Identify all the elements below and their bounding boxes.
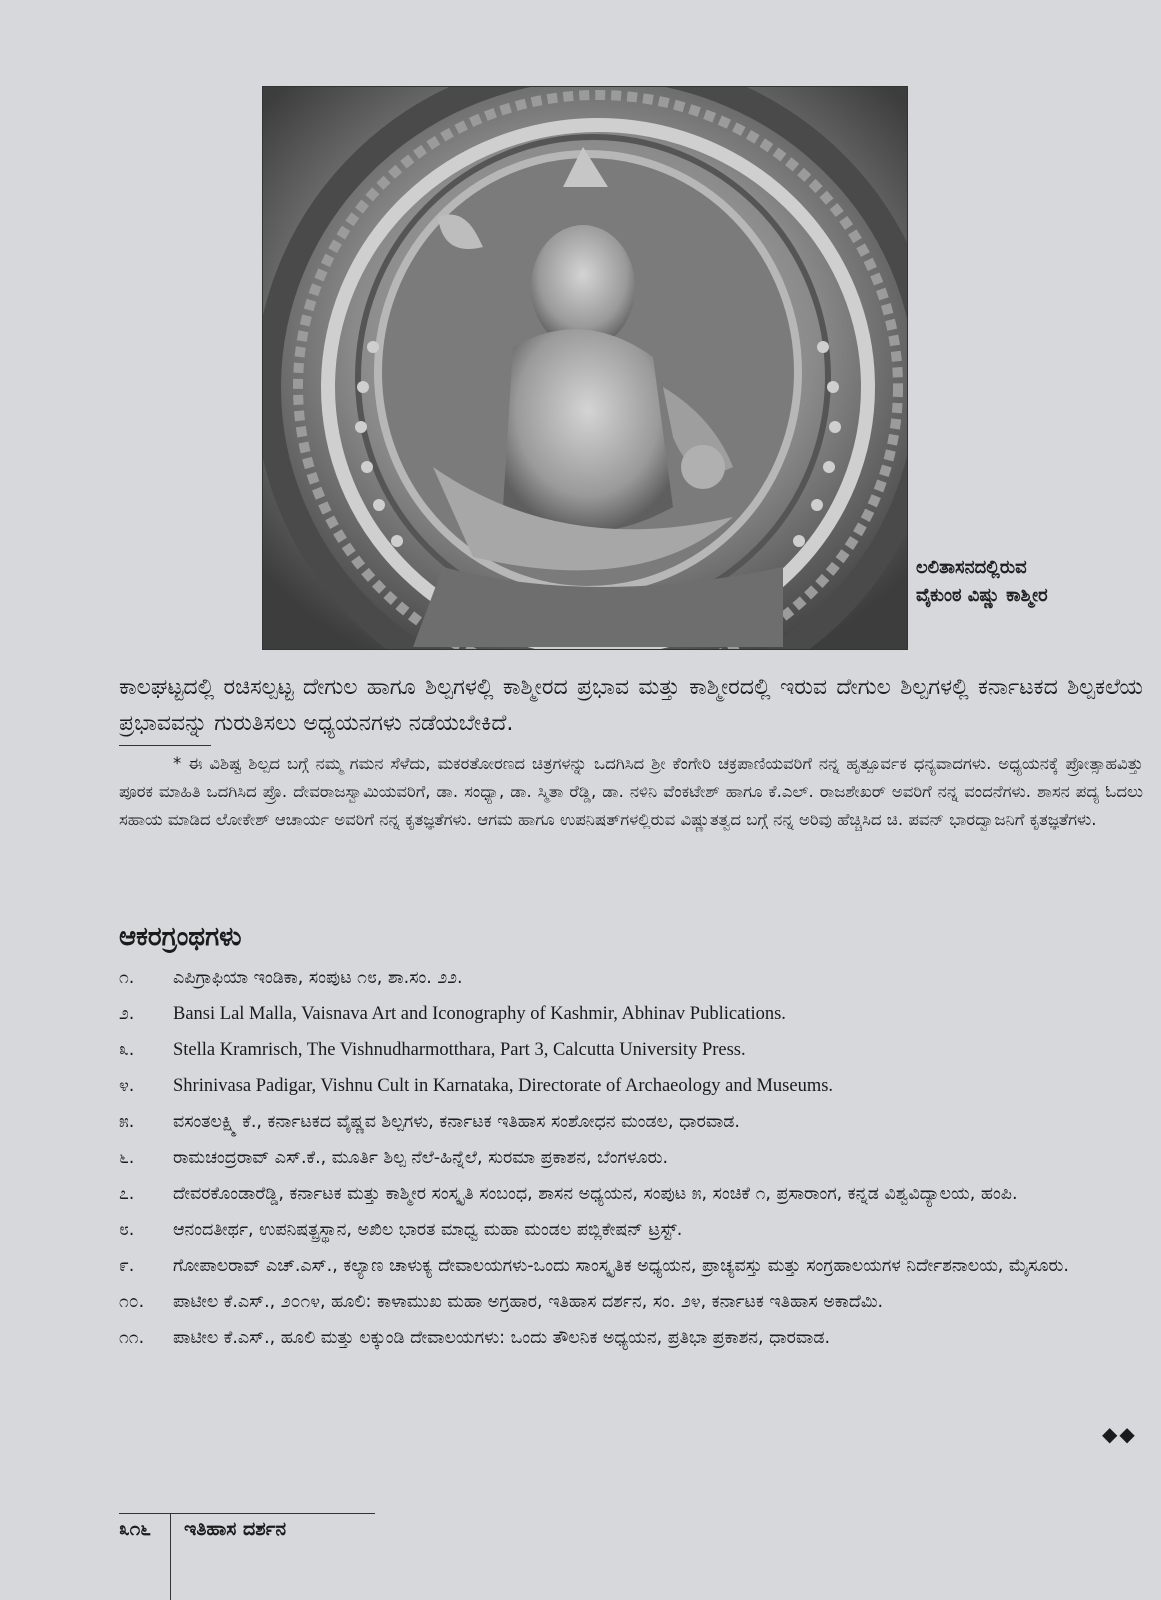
reference-number: ೧೦.	[119, 1292, 145, 1312]
body-paragraph: ಕಾಲಘಟ್ಟದಲ್ಲಿ ರಚಿಸಲ್ಪಟ್ಟ ದೇಗುಲ ಹಾಗೂ ಶಿಲ್ಪಗಳಲ್ಲಿ ಕಾಶ್ಮೀರದ ಪ್ರಭಾವ ಮತ್ತು ಕಾಶ್ಮೀರದಲ್ಲಿ ಇರುವ ದೇಗುಲ ಶಿಲ್ಪಗಳಲ್ಲಿ ಕರ್ನಾಟಕದ ಶಿಲ್ಪಕಲೆಯ ಪ್ರಭಾವವನ್ನು ಗುರುತಿಸಲು ಅಧ್ಯಯನಗಳು ನಡೆಯಬೇಕಿದೆ.	[119, 675, 1143, 736]
references-list	[119, 965, 1143, 1361]
reference-number: ೪.	[119, 1076, 135, 1096]
reference-item	[119, 1109, 1143, 1136]
caption-line-2: ವೈಕುಂಠ ವಿಷ್ಣು ಕಾಶ್ಮೀರ	[916, 585, 1048, 606]
reference-number: ೧೧.	[119, 1328, 145, 1348]
reference-number: ೨.	[119, 1004, 135, 1024]
reference-text: ಗೋಪಾಲರಾವ್ ಎಚ್.ಎಸ್., ಕಲ್ಯಾಣ ಚಾಳುಕ್ಯ ದೇವಾಲಯಗಳು-ಒಂದು ಸಾಂಸ್ಕೃತಿಕ ಅಧ್ಯಯನ, ಪ್ರಾಚ್ಯವಸ್ತು ಮತ್ತು ಸಂಗ್ರಹಾಲಯಗಳ ನಿರ್ದೇಶನಾಲಯ, ಮೈಸೂರು.	[173, 1256, 1069, 1276]
reference-number: ೫.	[119, 1112, 135, 1132]
footnote-rule	[119, 745, 211, 746]
reference-text: ಎಪಿಗ್ರಾಫಿಯಾ ಇಂಡಿಕಾ, ಸಂಪುಟ ೧೮, ಶಾ.ಸಂ. ೨೨.	[173, 968, 463, 988]
reference-number: ೩.	[119, 1040, 135, 1060]
footer-rule	[119, 1513, 375, 1514]
reference-text: Bansi Lal Malla, Vaisnava Art and Iconography of Kashmir, Abhinav Publications.	[173, 1004, 786, 1024]
end-mark: ◆◆	[1102, 1422, 1137, 1446]
reference-text: ವಸಂತಲಕ್ಷ್ಮಿ ಕೆ., ಕರ್ನಾಟಕದ ವೈಷ್ಣವ ಶಿಲ್ಪಗಳು, ಕರ್ನಾಟಕ ಇತಿಹಾಸ ಸಂಶೋಧನ ಮಂಡಲ, ಧಾರವಾಡ.	[173, 1112, 740, 1132]
journal-title: ಇತಿಹಾಸ ದರ್ಶನ	[184, 1518, 287, 1540]
reference-item	[119, 1325, 1143, 1352]
footer-divider	[170, 1513, 171, 1600]
reference-item	[119, 1073, 1143, 1100]
footnote: * ಈ ವಿಶಿಷ್ಟ ಶಿಲ್ಪದ ಬಗ್ಗೆ ನಮ್ಮ ಗಮನ ಸೆಳೆದು, ಮಕರತೋರಣದ ಚಿತ್ರಗಳನ್ನು ಒದಗಿಸಿದ ಶ್ರೀ ಕೆಂಗೇರಿ ಚಕ್ರಪಾಣಿಯವರಿಗೆ ನನ್ನ ಹೃತ್ಪೂರ್ವಕ ಧನ್ಯವಾದಗಳು. ಅಧ್ಯಯನಕ್ಕೆ ಪ್ರೋತ್ಸಾಹವಿತ್ತು ಪೂರಕ ಮಾಹಿತಿ ಒದಗಿಸಿದ ಪ್ರೊ. ದೇವರಾಜಸ್ವಾಮಿಯವರಿಗೆ, ಡಾ. ಸಂಧ್ಯಾ, ಡಾ. ಸ್ಮಿತಾ ರೆಡ್ಡಿ, ಡಾ. ನಳಿನಿ ವೆಂಕಟೇಶ್ ಹಾಗೂ ಕೆ.ಎಲ್. ರಾಜಶೇಖರ್ ಅವರಿಗೆ ನನ್ನ ವಂದನೆಗಳು. ಶಾಸನ ಪದ್ಯ ಓದಲು ಸಹಾಯ ಮಾಡಿದ ಲೋಕೇಶ್ ಆಚಾರ್ಯ ಅವರಿಗೆ ನನ್ನ ಕೃತಜ್ಞತೆಗಳು. ಆಗಮ ಹಾಗೂ ಉಪನಿಷತ್‌ಗಳಲ್ಲಿರುವ ವಿಷ್ಣುತತ್ವದ ಬಗ್ಗೆ ನನ್ನ ಅರಿವು ಹೆಚ್ಚಿಸಿದ ಚಿ. ಪವನ್ ಭಾರದ್ವಾಜನಿಗೆ ಕೃತಜ್ಞತೆಗಳು.	[119, 754, 1143, 829]
reference-number: ೧.	[119, 968, 135, 988]
reference-item	[119, 1253, 1143, 1280]
reference-number: ೯.	[119, 1256, 135, 1276]
reference-text: Stella Kramrisch, The Vishnudharmotthara, Part 3, Calcutta University Press.	[173, 1040, 746, 1060]
reference-item	[119, 1001, 1143, 1028]
reference-number: ೬.	[119, 1148, 135, 1168]
reference-number: ೭.	[119, 1184, 135, 1204]
reference-item	[119, 1289, 1143, 1316]
reference-text: ರಾಮಚಂದ್ರರಾವ್ ಎಸ್.ಕೆ., ಮೂರ್ತಿ ಶಿಲ್ಪ ನೆಲೆ-ಹಿನ್ನೆಲೆ, ಸುರಮಾ ಪ್ರಕಾಶನ, ಬೆಂಗಳೂರು.	[173, 1148, 669, 1168]
reference-text: ದೇವರಕೊಂಡಾರೆಡ್ಡಿ, ಕರ್ನಾಟಕ ಮತ್ತು ಕಾಶ್ಮೀರ ಸಂಸ್ಕೃತಿ ಸಂಬಂಧ, ಶಾಸನ ಅಧ್ಯಯನ, ಸಂಪುಟ ೫, ಸಂಚಿಕೆ ೧, ಪ್ರಸಾರಾಂಗ, ಕನ್ನಡ ವಿಶ್ವವಿದ್ಯಾಲಯ, ಹಂಪಿ.	[173, 1184, 1018, 1204]
caption-line-1: ಲಲಿತಾಸನದಲ್ಲಿರುವ	[916, 557, 1027, 578]
reference-item	[119, 1181, 1143, 1208]
reference-item	[119, 965, 1143, 992]
reference-number: ೮.	[119, 1220, 135, 1240]
reference-text: ಪಾಟೀಲ ಕೆ.ಎಸ್., ೨೦೧೪, ಹೂಲಿ: ಕಾಳಾಮುಖ ಮಹಾ ಅಗ್ರಹಾರ, ಇತಿಹಾಸ ದರ್ಶನ, ಸಂ. ೨೪, ಕರ್ನಾಟಕ ಇತಿಹಾಸ ಅಕಾದೆಮಿ.	[173, 1292, 884, 1312]
reference-text: ಆನಂದತೀರ್ಥ, ಉಪನಿಷತ್ಪ್ರಸ್ಥಾನ, ಅಖಿಲ ಭಾರತ ಮಾಧ್ವ ಮಹಾ ಮಂಡಲ ಪಬ್ಲಿಕೇಷನ್ ಟ್ರಸ್ಟ್.	[173, 1220, 683, 1240]
reference-item	[119, 1145, 1143, 1172]
page-number: ೩೧೬	[119, 1518, 151, 1540]
references-heading: ಆಕರಗ್ರಂಥಗಳು	[119, 922, 242, 952]
sculpture-photo	[262, 86, 908, 650]
reference-text: Shrinivasa Padigar, Vishnu Cult in Karnataka, Directorate of Archaeology and Museums.	[173, 1076, 834, 1096]
reference-text: ಪಾಟೀಲ ಕೆ.ಎಸ್., ಹೂಲಿ ಮತ್ತು ಲಕ್ಕುಂಡಿ ದೇವಾಲಯಗಳು: ಒಂದು ತೌಲನಿಕ ಅಧ್ಯಯನ, ಪ್ರತಿಭಾ ಪ್ರಕಾಶನ, ಧಾರವಾಡ.	[173, 1328, 831, 1348]
reference-item	[119, 1037, 1143, 1064]
reference-item	[119, 1217, 1143, 1244]
sculpture-image	[263, 87, 907, 649]
figure-caption	[916, 554, 1116, 610]
